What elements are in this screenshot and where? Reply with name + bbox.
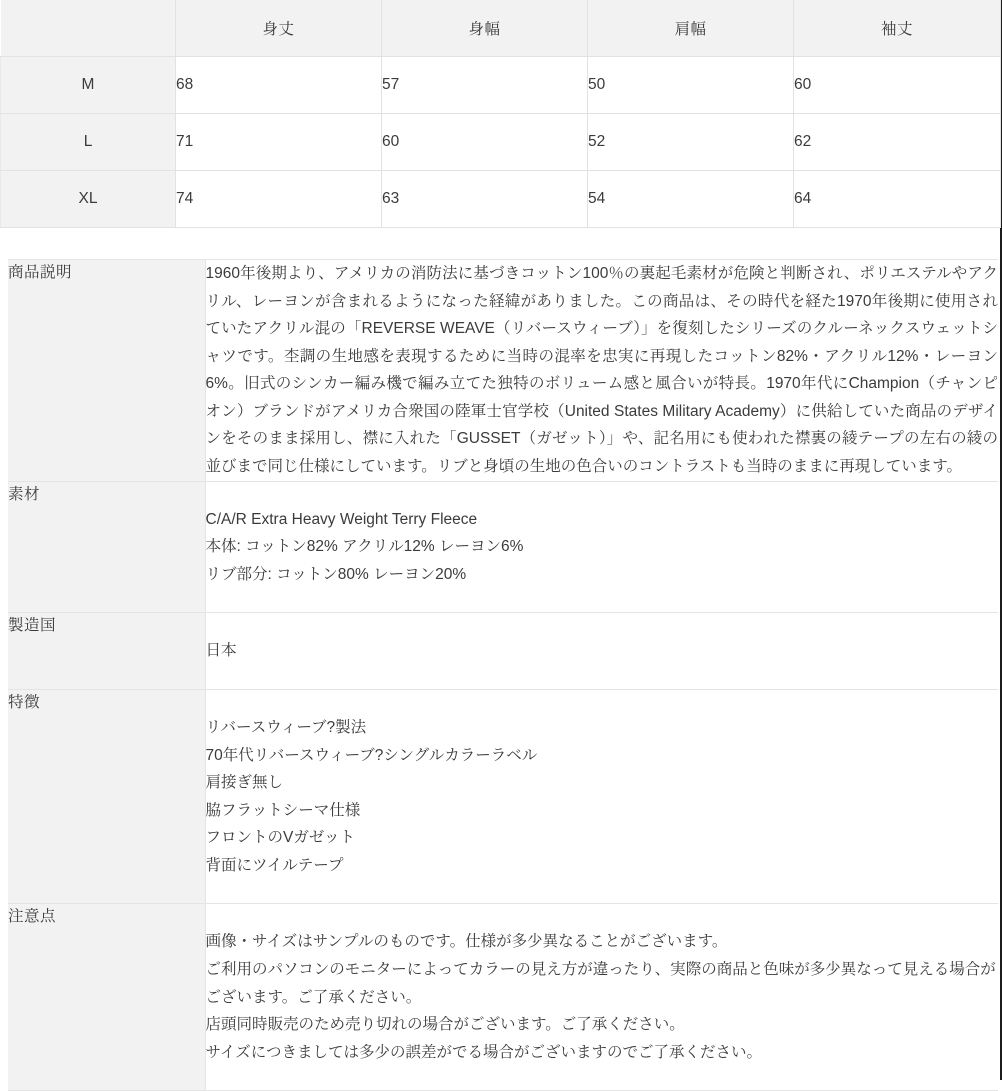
info-label-notes: 注意点 bbox=[8, 904, 205, 1091]
size-l-mihaba: 60 bbox=[382, 114, 588, 171]
size-table-head bbox=[1, 0, 1001, 57]
table-row bbox=[1, 171, 1001, 228]
info-label-description: 商品説明 bbox=[8, 260, 205, 482]
material-line: リブ部分: コットン80% レーヨン20% bbox=[205, 565, 467, 583]
info-value-material bbox=[205, 481, 998, 613]
note-line: サイズにつきましては多少の誤差がでる場合がございますのでご了承ください。 bbox=[205, 1043, 762, 1061]
material-line: 本体: コットン82% アクリル12% レーヨン6% bbox=[205, 538, 524, 556]
size-m-katahaba: 50 bbox=[588, 57, 794, 114]
size-label-m: M bbox=[1, 57, 176, 114]
product-info-table-body bbox=[8, 260, 998, 1091]
size-table-col-mitake: 身丈 bbox=[176, 0, 382, 57]
size-table bbox=[0, 0, 1001, 228]
size-l-katahaba: 52 bbox=[588, 114, 794, 171]
info-value-features bbox=[205, 689, 998, 903]
info-label-country: 製造国 bbox=[8, 613, 205, 690]
size-m-mitake: 68 bbox=[176, 57, 382, 114]
table-row bbox=[8, 613, 998, 690]
table-row bbox=[8, 904, 998, 1091]
info-label-features: 特徴 bbox=[8, 689, 205, 903]
note-line: ご利用のパソコンのモニターによってカラーの見え方が違ったり、実際の商品と色味が多少異なって見える場合がございます。ご了承ください。 bbox=[205, 960, 996, 1006]
size-m-mihaba: 57 bbox=[382, 57, 588, 114]
size-m-sodetake: 60 bbox=[794, 57, 1001, 114]
note-line: 店頭同時販売のため売り切れの場合がございます。ご了承ください。 bbox=[205, 1016, 685, 1034]
feature-line: フロントのVガゼット bbox=[205, 829, 356, 847]
size-table-col-sodetake: 袖丈 bbox=[794, 0, 1001, 57]
material-line: C/A/R Extra Heavy Weight Terry Fleece bbox=[205, 510, 478, 528]
size-xl-sodetake: 64 bbox=[794, 171, 1001, 228]
product-info-table-container bbox=[8, 259, 998, 1091]
feature-line: 70年代リバースウィーブ?シングルカラーラベル bbox=[205, 746, 538, 764]
note-line: 画像・サイズはサンプルのものです。仕様が多少異なることがございます。 bbox=[205, 933, 728, 951]
size-xl-mihaba: 63 bbox=[382, 171, 588, 228]
size-l-mitake: 71 bbox=[176, 114, 382, 171]
size-table-col-mihaba: 身幅 bbox=[382, 0, 588, 57]
size-table-col-katahaba: 肩幅 bbox=[588, 0, 794, 57]
feature-line: 肩接ぎ無し bbox=[205, 774, 284, 792]
feature-line: 背面にツイルテープ bbox=[205, 856, 344, 874]
product-info-table bbox=[8, 259, 998, 1091]
size-l-sodetake: 62 bbox=[794, 114, 1001, 171]
size-xl-katahaba: 54 bbox=[588, 171, 794, 228]
table-row bbox=[1, 57, 1001, 114]
table-row bbox=[8, 260, 998, 482]
table-row bbox=[8, 689, 998, 903]
feature-line: リバースウィーブ?製法 bbox=[205, 718, 367, 736]
info-value-country bbox=[205, 613, 998, 690]
size-label-l: L bbox=[1, 114, 176, 171]
table-row bbox=[1, 114, 1001, 171]
size-table-header-row bbox=[1, 0, 1001, 57]
feature-line: 脇フラットシーマ仕様 bbox=[205, 801, 361, 819]
table-row bbox=[8, 481, 998, 613]
info-value-description bbox=[205, 260, 998, 482]
size-table-body bbox=[1, 57, 1001, 228]
description-paragraph: 1960年後期より、アメリカの消防法に基づきコットン100％の裏起毛素材が危険と判断され、ポリエステルやアクリル、レーヨンが含まれるようになった経緯がありました。この商品は、その時代を経た1970年後期に使用されていたアクリル混の「REVERSE WEAVE（リバースウィーブ）」を復刻したシリーズのクルーネックスウェットシャツです。杢調の生地感を表現するために当時の混率を忠実に再現したコットン82%・アクリル12%・レーヨン6%。旧式のシンカー編み機で編み立てた独特のボリューム感と風合いが特長。1970年代にChampion（チャンピオン）ブランドがアメリカ合衆国の陸軍士官学校（United States Military Academy）に供給していた商品のデザインをそのまま採用し、襟に入れた「GUSSET（ガゼット）」や、記名用にも使われた襟裏の綾テープの左右の綾の並びまで同じ仕様にしています。リブと身頃の生地の色合いのコントラストも当時のままに再現しています。 bbox=[205, 265, 998, 476]
size-xl-mitake: 74 bbox=[176, 171, 382, 228]
size-label-xl: XL bbox=[1, 171, 176, 228]
size-table-container bbox=[0, 0, 1000, 228]
info-label-material: 素材 bbox=[8, 481, 205, 613]
size-table-corner-cell bbox=[1, 0, 176, 57]
country-line: 日本 bbox=[205, 642, 237, 660]
info-value-notes bbox=[205, 904, 998, 1091]
